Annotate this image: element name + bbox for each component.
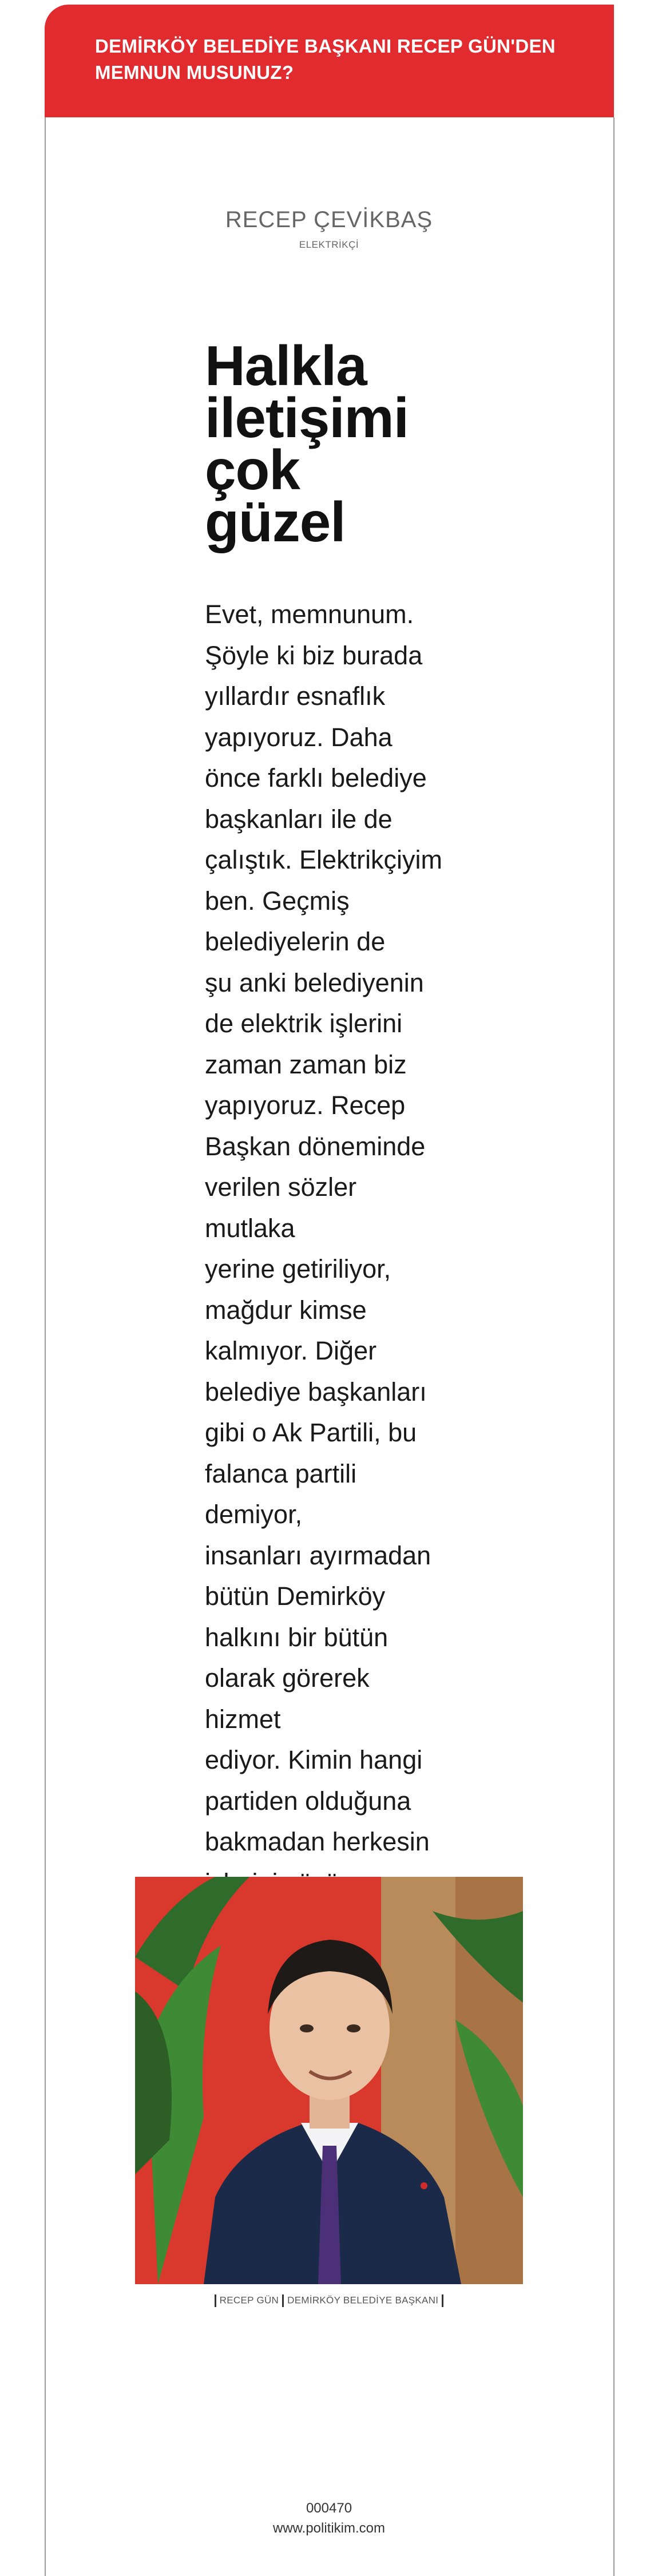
body-line: yıllardır esnaflık — [205, 681, 386, 711]
headline-line: Halkla — [205, 334, 367, 397]
body-line: halkını bir bütün — [205, 1622, 389, 1652]
page-code: 000470 — [306, 2500, 352, 2516]
body-line: başkanları ile de — [205, 804, 393, 834]
body-line: Evet, memnunum. — [205, 600, 414, 629]
photo-caption — [0, 2294, 658, 2307]
body-line: yapıyoruz. Recep — [205, 1091, 406, 1120]
body-line: bütün Demirköy — [205, 1582, 386, 1611]
caption-separator — [282, 2294, 284, 2307]
body-line: bakmadan herkesin — [205, 1827, 430, 1856]
frame-left-border — [45, 117, 46, 2576]
headline-line: güzel — [205, 490, 346, 553]
website-link[interactable]: www.politikim.com — [272, 2520, 386, 2536]
article-body — [205, 594, 451, 1985]
body-line: önce farklı belediye — [205, 763, 427, 792]
body-line: belediyelerin de — [205, 927, 386, 956]
body-line: de elektrik işlerini — [205, 1009, 403, 1038]
caption-separator — [442, 2294, 443, 2307]
body-line: kalmıyor. Diğer — [205, 1336, 377, 1365]
body-line: falanca partili demiyor, — [205, 1459, 357, 1529]
article-headline — [205, 334, 445, 553]
body-line: şu anki belediyenin — [205, 968, 424, 997]
interviewee-name: RECEP ÇEVİKBAŞ — [225, 207, 433, 232]
body-line: zaman zaman biz — [205, 1049, 407, 1079]
header-banner — [45, 5, 614, 117]
body-line: partiden olduğuna — [205, 1786, 411, 1816]
headline-line: iletişimi — [205, 386, 409, 449]
portrait-photo — [135, 1877, 523, 2284]
banner-title-line-2: MEMNUN MUSUNUZ? — [95, 62, 294, 83]
body-line: olarak görerek hizmet — [205, 1663, 370, 1734]
body-line: ben. Geçmiş — [205, 886, 350, 916]
body-line: yerine getiriliyor, — [205, 1254, 391, 1283]
body-line: Başkan döneminde — [205, 1131, 426, 1161]
headline-line: çok — [205, 438, 300, 501]
body-line: verilen sözler mutlaka — [205, 1172, 357, 1243]
body-line: yapıyoruz. Daha — [205, 722, 393, 752]
caption-name: RECEP GÜN — [219, 2294, 279, 2306]
portrait-illustration — [135, 1877, 523, 2284]
caption-title: DEMİRKÖY BELEDİYE BAŞKANI — [287, 2294, 439, 2306]
banner-title-line-1: DEMİRKÖY BELEDİYE BAŞKANI RECEP GÜN'DEN — [95, 35, 556, 57]
body-line: Şöyle ki biz burada — [205, 640, 423, 670]
body-line: belediye başkanları — [205, 1377, 427, 1406]
body-line: mağdur kimse — [205, 1295, 367, 1325]
frame-right-border — [613, 117, 615, 2576]
body-line: gibi o Ak Partili, bu — [205, 1418, 417, 1447]
caption-separator — [215, 2294, 216, 2307]
body-line: insanları ayırmadan — [205, 1540, 431, 1570]
body-line: çalıştık. Elektrikçiyim — [205, 845, 443, 874]
body-line: ediyor. Kimin hangi — [205, 1745, 423, 1774]
interviewee-role: ELEKTRİKÇİ — [299, 239, 359, 250]
